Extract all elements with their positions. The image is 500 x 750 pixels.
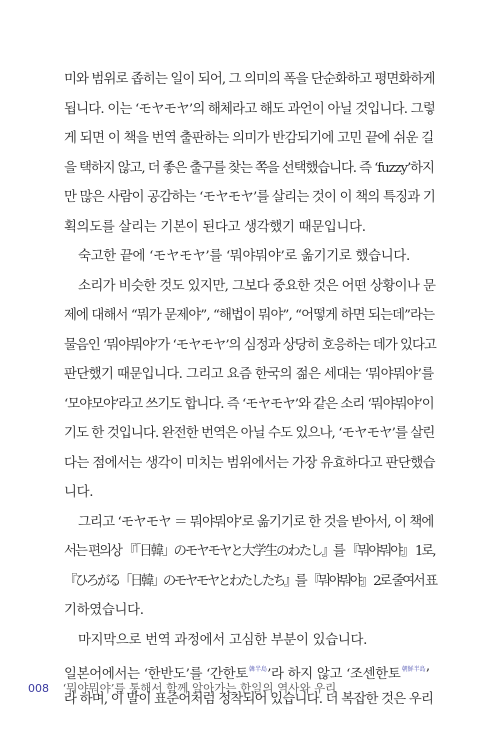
text-line: 물음인 ‘뭐야뭐야’가 ‘モヤモヤ’의 심정과 상당히 호응하는 데가 있다고: [64, 337, 436, 353]
page-footer: [28, 680, 336, 696]
text-line: 소리가 비슷한 것도 있지만, 그보다 중요한 것은 어떤 상황이나 문: [78, 278, 436, 294]
text-segment: ’라 하지 않고 ‘조센한토: [267, 667, 401, 682]
text-line: 획의도를 살리는 기본이 된다고 생각했기 때문입니다.: [64, 219, 366, 235]
text-line: 을 택하지 않고, 더 좋은 출구를 찾는 쪽을 선택했습니다. 즉 ‘fuzzy’하지: [64, 160, 434, 176]
text-segment: ’: [425, 667, 430, 682]
text-line: 만 많은 사람이 공감하는 ‘モヤモヤ’를 살리는 것이 이 책의 특징과 기: [64, 190, 435, 205]
text-line: 『ひろがる「日韓」のモヤモヤとわたしたち』를 『뭐야뭐야』 2로 줄여서 표: [64, 573, 436, 589]
running-title: ‘뭐야뭐야’를 통해서 함께 알아가는 한일의 역사와 우리: [62, 681, 337, 695]
text-line: 됩니다. 이는 ‘モヤモヤ’의 해체라고 해도 과언이 아닐 것입니다. 그렇: [64, 101, 435, 117]
hanja-annotation: 韓半島: [249, 666, 268, 673]
text-line: 니다.: [64, 485, 94, 500]
text-line: 숙고한 끝에 ‘モヤモヤ’를 ‘뭐야뭐야’로 옮기기로 했습니다.: [78, 249, 410, 264]
text-line: 기도 한 것입니다. 완전한 번역은 아닐 수도 있으나, ‘モヤモヤ’를 살린: [64, 426, 435, 441]
text-line: 판단했기 때문입니다. 그리고 요즘 한국의 젊은 세대는 ‘뭐야뭐야’를: [64, 367, 434, 382]
page-number: 008: [28, 682, 49, 695]
text-line: 기하였습니다.: [64, 603, 144, 618]
hanja-annotation: 朝鮮半島: [401, 666, 426, 673]
text-line: 서는 편의상 『「日韓」のモヤモヤと大学生のわたし』를 『뭐야뭐야』 1로,: [64, 544, 435, 559]
text-line: 제에 대해서 “뭐가 문제야”, “해법이 뭐야”, “어떻게 하면 되는데”라는: [64, 308, 435, 323]
text-line: 그리고 ‘モヤモヤ ＝ 뭐야뭐야’로 옮기기로 한 것을 받아서, 이 책에: [78, 514, 434, 530]
text-line: 마지막으로 번역 과정에서 고심한 부분이 있습니다.: [78, 632, 368, 648]
text-line: ‘모야모야’라고 쓰기도 합니다. 즉 ‘モヤモヤ’와 같은 소리 ‘뭐야뭐야’이: [64, 396, 434, 412]
text-segment: 일본어에서는 ‘한반도’를 ‘간한토: [64, 667, 249, 682]
text-line: 다는 점에서는 생각이 미치는 범위에서는 가장 유효하다고 판단했습: [64, 455, 435, 471]
text-line: 게 되면 이 책을 번역 출판하는 의미가 반감되기에 고민 끝에 쉬운 길: [64, 131, 434, 146]
text-line: 미와 범위로 좁히는 일이 되어, 그 의미의 폭을 단순화하고 평면화하게: [64, 72, 435, 87]
text-line: 라 하며, 이 말이 표준어처럼 정착되어 있습니다. 더 복잡한 것은 우리: [64, 691, 434, 707]
body-text: [64, 65, 436, 714]
